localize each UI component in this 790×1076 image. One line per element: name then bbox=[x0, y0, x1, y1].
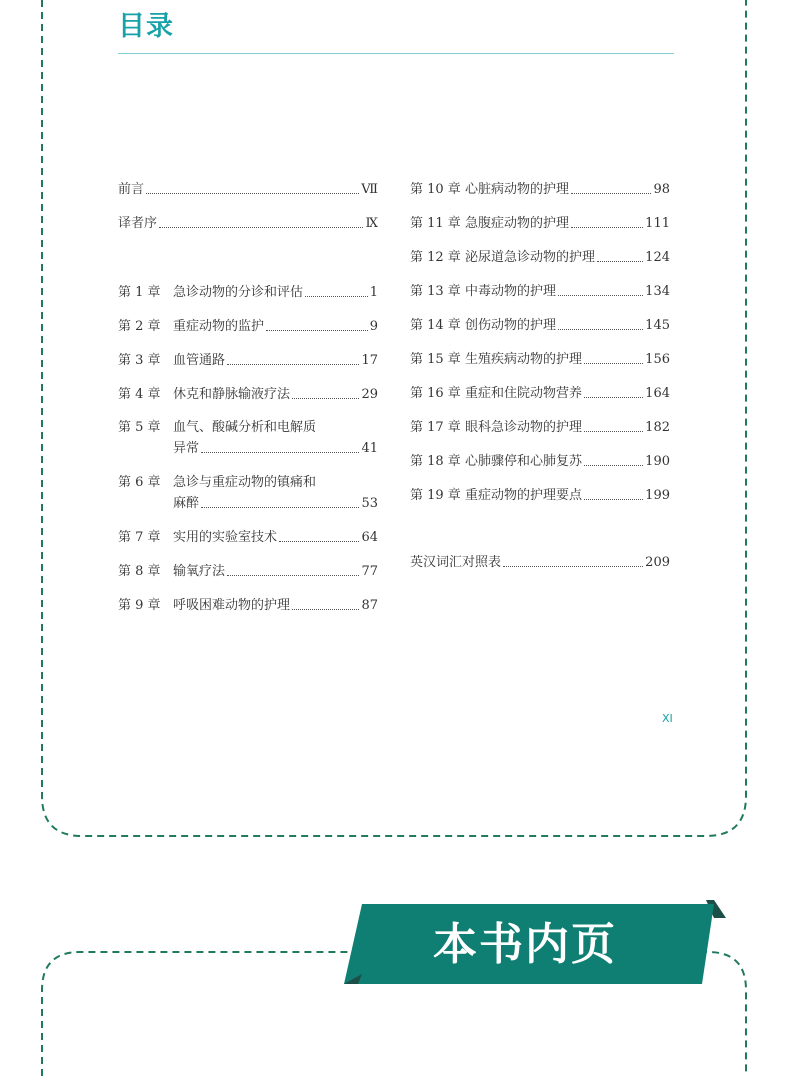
chapter-title: 实用的实验室技术 bbox=[173, 530, 278, 545]
chapter-number: 第 12 章 bbox=[410, 250, 461, 265]
chapter-title-continued: 异常 bbox=[173, 441, 200, 456]
leader-dots bbox=[305, 296, 368, 297]
chapter-title: 重症动物的护理要点 bbox=[465, 488, 583, 503]
leader-dots bbox=[584, 397, 643, 398]
chapter-number: 第 3 章 bbox=[118, 353, 161, 368]
chapter-page: 145 bbox=[645, 318, 670, 333]
chapter-page: 124 bbox=[645, 250, 670, 265]
toc-entry-chapter-12[interactable] bbox=[410, 247, 670, 268]
chapter-page: 41 bbox=[361, 441, 378, 456]
chapter-page: 111 bbox=[645, 216, 670, 231]
lower-dashed-frame-left bbox=[42, 952, 352, 1076]
leader-dots bbox=[279, 541, 359, 542]
leader-dots bbox=[597, 261, 643, 262]
toc-entry-chapter-7[interactable] bbox=[118, 527, 378, 548]
entry-label: 前言 bbox=[118, 182, 145, 197]
chapter-title: 呼吸困难动物的护理 bbox=[173, 598, 291, 613]
chapter-title: 眼科急诊动物的护理 bbox=[465, 420, 583, 435]
toc-entry-chapter-6[interactable] bbox=[118, 472, 378, 514]
chapter-title: 急诊与重症动物的镇痛和 bbox=[173, 475, 317, 490]
chapter-page: 77 bbox=[361, 564, 378, 579]
toc-entry-chapter-18[interactable] bbox=[410, 451, 670, 472]
chapter-number: 第 19 章 bbox=[410, 488, 461, 503]
chapter-number: 第 17 章 bbox=[410, 420, 461, 435]
leader-dots bbox=[201, 452, 359, 453]
toc-entry-chapter-11[interactable] bbox=[410, 213, 670, 234]
leader-dots bbox=[584, 431, 643, 432]
chapter-number: 第 16 章 bbox=[410, 386, 461, 401]
chapter-page: 29 bbox=[361, 387, 378, 402]
chapter-page: 134 bbox=[645, 284, 670, 299]
leader-dots bbox=[558, 295, 643, 296]
chapter-title: 急诊动物的分诊和评估 bbox=[173, 285, 304, 300]
toc-entry-glossary[interactable] bbox=[410, 552, 670, 573]
page-title: 目录 bbox=[118, 11, 174, 42]
chapter-title: 血管通路 bbox=[173, 353, 226, 368]
chapter-page: 64 bbox=[361, 530, 378, 545]
leader-dots bbox=[266, 330, 368, 331]
leader-dots bbox=[584, 363, 643, 364]
chapter-number: 第 10 章 bbox=[410, 182, 461, 197]
chapter-number: 第 13 章 bbox=[410, 284, 461, 299]
chapter-page: 1 bbox=[369, 285, 378, 300]
toc-entry-chapter-13[interactable] bbox=[410, 281, 670, 302]
toc-entry-chapter-9[interactable] bbox=[118, 595, 378, 616]
toc-entry-chapter-15[interactable] bbox=[410, 349, 670, 370]
chapter-page: 87 bbox=[361, 598, 378, 613]
chapter-title: 创伤动物的护理 bbox=[465, 318, 557, 333]
chapter-page: 53 bbox=[361, 496, 378, 511]
chapter-title: 输氧疗法 bbox=[173, 564, 226, 579]
chapter-page: 17 bbox=[361, 353, 378, 368]
chapter-page: 182 bbox=[645, 420, 670, 435]
chapter-title: 心肺骤停和心肺复苏 bbox=[465, 454, 583, 469]
chapter-number: 第 1 章 bbox=[118, 285, 161, 300]
entry-page: 209 bbox=[645, 555, 670, 570]
toc-entry-chapter-8[interactable] bbox=[118, 561, 378, 582]
chapter-page: 190 bbox=[645, 454, 670, 469]
chapter-title-continued: 麻醉 bbox=[173, 496, 200, 511]
chapter-number: 第 6 章 bbox=[118, 475, 161, 490]
chapter-title: 泌尿道急诊动物的护理 bbox=[465, 250, 596, 265]
toc-entry-chapter-2[interactable] bbox=[118, 316, 378, 337]
chapter-number: 第 5 章 bbox=[118, 420, 161, 435]
chapter-number: 第 9 章 bbox=[118, 598, 161, 613]
leader-dots bbox=[292, 609, 359, 610]
leader-dots bbox=[584, 465, 643, 466]
chapter-title: 重症动物的监护 bbox=[173, 319, 265, 334]
leader-dots bbox=[159, 227, 363, 228]
chapter-page: 9 bbox=[369, 319, 378, 334]
leader-dots bbox=[227, 575, 359, 576]
toc-entry-chapter-17[interactable] bbox=[410, 417, 670, 438]
leader-dots bbox=[558, 329, 643, 330]
entry-label: 英汉词汇对照表 bbox=[410, 555, 502, 570]
toc-entry-translator-preface[interactable] bbox=[118, 213, 378, 234]
chapter-title: 血气、酸碱分析和电解质 bbox=[173, 420, 317, 435]
chapter-number: 第 8 章 bbox=[118, 564, 161, 579]
leader-dots bbox=[571, 193, 651, 194]
folio-page-number: XI bbox=[662, 712, 673, 725]
chapter-title: 生殖疾病动物的护理 bbox=[465, 352, 583, 367]
leader-dots bbox=[292, 398, 359, 399]
chapter-number: 第 2 章 bbox=[118, 319, 161, 334]
title-underline bbox=[118, 53, 674, 54]
entry-page: Ⅶ bbox=[361, 182, 378, 197]
toc-entry-chapter-1[interactable] bbox=[118, 282, 378, 303]
leader-dots bbox=[584, 499, 643, 500]
leader-dots bbox=[146, 193, 359, 194]
leader-dots bbox=[201, 507, 359, 508]
chapter-title: 重症和住院动物营养 bbox=[465, 386, 583, 401]
leader-dots bbox=[503, 566, 643, 567]
chapter-number: 第 11 章 bbox=[410, 216, 461, 231]
chapter-number: 第 7 章 bbox=[118, 530, 161, 545]
toc-entry-chapter-10[interactable] bbox=[410, 179, 670, 200]
toc-entry-chapter-19[interactable] bbox=[410, 485, 670, 506]
toc-entry-chapter-5[interactable] bbox=[118, 417, 378, 459]
toc-entry-chapter-3[interactable] bbox=[118, 350, 378, 371]
chapter-page: 156 bbox=[645, 352, 670, 367]
toc-entry-chapter-16[interactable] bbox=[410, 383, 670, 404]
entry-page: Ⅸ bbox=[365, 216, 378, 231]
entry-label: 译者序 bbox=[118, 216, 158, 231]
chapter-page: 199 bbox=[645, 488, 670, 503]
chapter-number: 第 18 章 bbox=[410, 454, 461, 469]
chapter-title: 休克和静脉输液疗法 bbox=[173, 387, 291, 402]
chapter-title: 心脏病动物的护理 bbox=[465, 182, 570, 197]
chapter-page: 98 bbox=[653, 182, 670, 197]
leader-dots bbox=[227, 364, 359, 365]
chapter-number: 第 14 章 bbox=[410, 318, 461, 333]
toc-entry-chapter-4[interactable] bbox=[118, 384, 378, 405]
section-banner-title: 本书内页 bbox=[433, 919, 617, 970]
chapter-title: 急腹症动物的护理 bbox=[465, 216, 570, 231]
chapter-title: 中毒动物的护理 bbox=[465, 284, 557, 299]
leader-dots bbox=[571, 227, 643, 228]
toc-entry-preface[interactable] bbox=[118, 179, 378, 200]
toc-entry-chapter-14[interactable] bbox=[410, 315, 670, 336]
chapter-number: 第 4 章 bbox=[118, 387, 161, 402]
chapter-number: 第 15 章 bbox=[410, 352, 461, 367]
chapter-page: 164 bbox=[645, 386, 670, 401]
